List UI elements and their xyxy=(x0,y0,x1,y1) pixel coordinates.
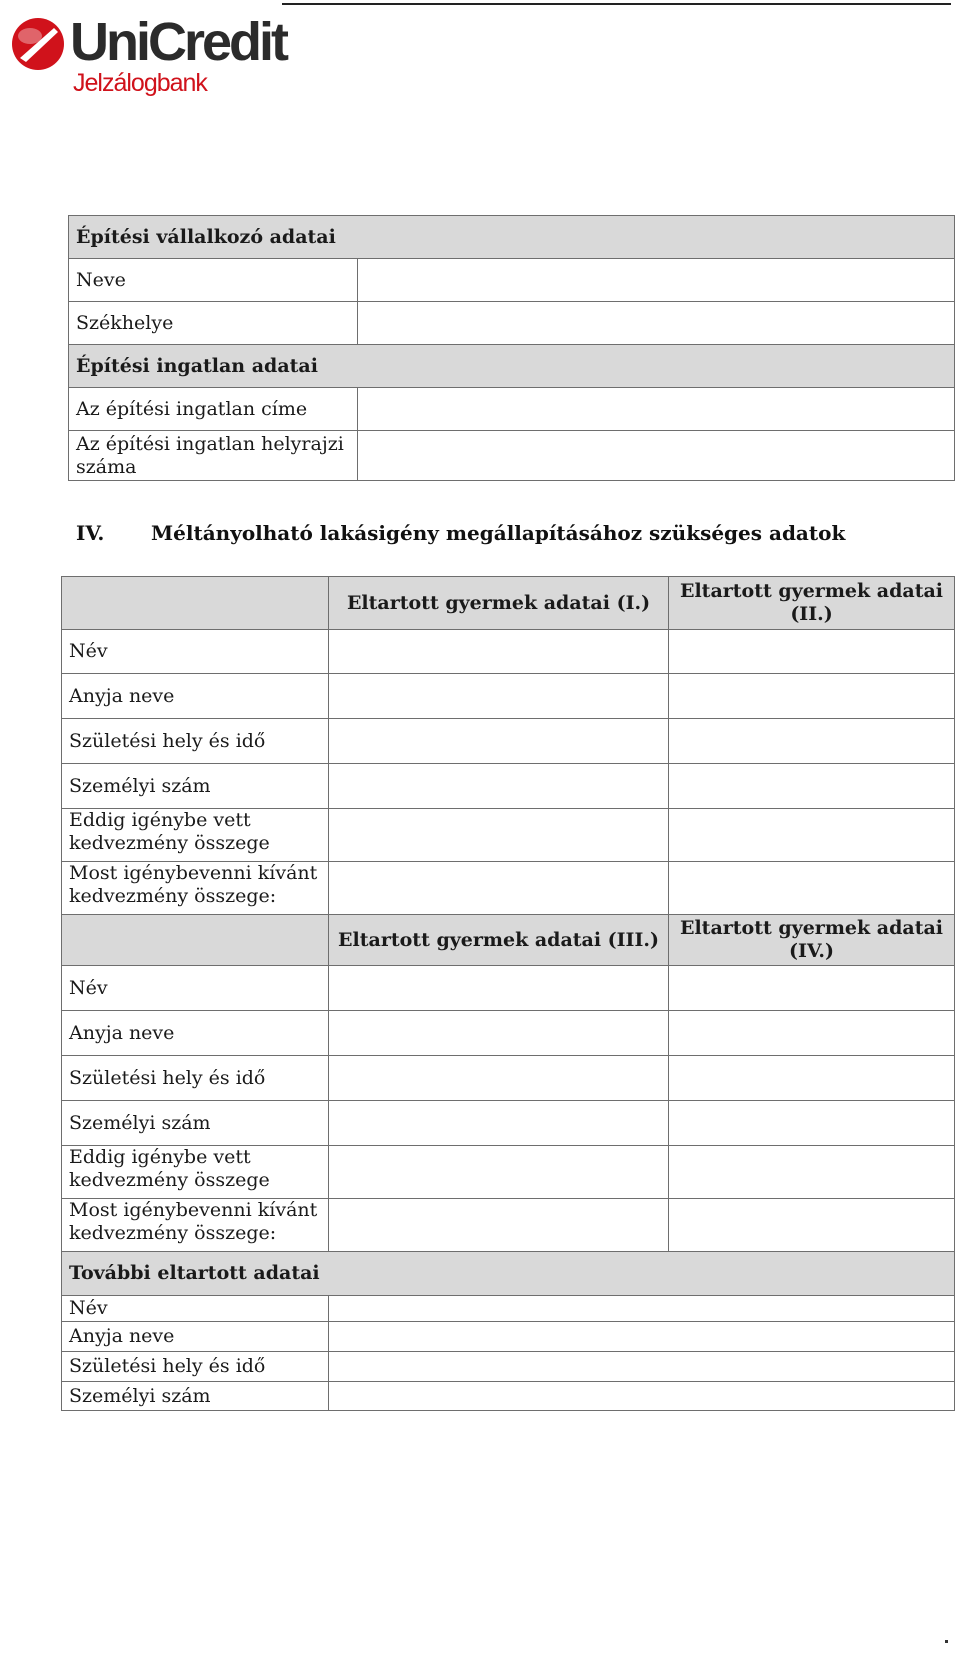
form-row xyxy=(69,388,955,431)
child-2-id-field[interactable] xyxy=(669,764,955,809)
children-group2-header-row xyxy=(62,915,955,966)
header-spacer xyxy=(62,577,329,630)
child-2-requested-benefit-field[interactable] xyxy=(669,862,955,915)
child-4-requested-benefit-field[interactable] xyxy=(669,1199,955,1252)
property-address-field[interactable] xyxy=(358,388,955,431)
table-row xyxy=(62,1322,955,1352)
contractor-name-field[interactable] xyxy=(358,259,955,302)
contractor-seat-field[interactable] xyxy=(358,302,955,345)
child-1-header: Eltartott gyermek adatai (I.) xyxy=(329,577,669,630)
row-label-birth: Születési hely és idő xyxy=(62,719,329,764)
row-label-name: Név xyxy=(62,630,329,674)
table-row xyxy=(62,1199,955,1252)
child-4-used-benefit-field[interactable] xyxy=(669,1146,955,1199)
contractor-header-row xyxy=(69,216,955,259)
child-3-birth-field[interactable] xyxy=(329,1056,669,1101)
other-row-label-birth: Születési hely és idő xyxy=(62,1352,329,1382)
child-1-requested-benefit-field[interactable] xyxy=(329,862,669,915)
other-name-field[interactable] xyxy=(329,1296,955,1322)
child-3-requested-benefit-field[interactable] xyxy=(329,1199,669,1252)
header-spacer xyxy=(62,915,329,966)
brand-subtitle: Jelzálogbank xyxy=(73,69,207,97)
row-label-mother-name: Anyja neve xyxy=(62,674,329,719)
child-2-name-field[interactable] xyxy=(669,630,955,674)
property-address-label: Az építési ingatlan címe xyxy=(69,388,358,431)
row-label-used-benefit: Eddig igénybe vett kedvezmény összege xyxy=(62,1146,329,1199)
table-row xyxy=(62,1011,955,1056)
row-label-personal-id: Személyi szám xyxy=(62,764,329,809)
table-row xyxy=(62,1352,955,1382)
property-header-row xyxy=(69,345,955,388)
child-1-mother-field[interactable] xyxy=(329,674,669,719)
child-1-id-field[interactable] xyxy=(329,764,669,809)
child-2-used-benefit-field[interactable] xyxy=(669,809,955,862)
row-label-mother-name: Anyja neve xyxy=(62,1011,329,1056)
property-lot-number-label: Az építési ingatlan helyrajzi száma xyxy=(69,431,358,481)
contractor-seat-label: Székhelye xyxy=(69,302,358,345)
child-1-birth-field[interactable] xyxy=(329,719,669,764)
child-1-name-field[interactable] xyxy=(329,630,669,674)
form-row xyxy=(69,302,955,345)
other-mother-field[interactable] xyxy=(329,1322,955,1352)
property-header: Építési ingatlan adatai xyxy=(69,345,955,388)
table-row xyxy=(62,809,955,862)
table-row xyxy=(62,966,955,1011)
other-row-label-personal-id: Személyi szám xyxy=(62,1382,329,1411)
unicredit-logo xyxy=(10,10,310,100)
top-rule xyxy=(282,3,951,5)
table-row xyxy=(62,862,955,915)
table-row xyxy=(62,1382,955,1411)
row-label-requested-benefit: Most igénybevenni kívánt kedvezmény összege: xyxy=(62,862,329,915)
table-row xyxy=(62,1296,955,1322)
unicredit-emblem-icon xyxy=(10,16,66,72)
child-4-id-field[interactable] xyxy=(669,1101,955,1146)
row-label-requested-benefit: Most igénybevenni kívánt kedvezmény összege: xyxy=(62,1199,329,1252)
other-row-label-mother-name: Anyja neve xyxy=(62,1322,329,1352)
child-3-used-benefit-field[interactable] xyxy=(329,1146,669,1199)
row-label-birth: Születési hely és idő xyxy=(62,1056,329,1101)
dependants-table xyxy=(61,576,955,1411)
child-3-header: Eltartott gyermek adatai (III.) xyxy=(329,915,669,966)
brand-wordmark: UniCredit xyxy=(70,12,286,72)
table-row xyxy=(62,674,955,719)
child-2-header: Eltartott gyermek adatai (II.) xyxy=(669,577,955,630)
table-row xyxy=(62,630,955,674)
contractor-header: Építési vállalkozó adatai xyxy=(69,216,955,259)
table-row xyxy=(62,764,955,809)
child-4-name-field[interactable] xyxy=(669,966,955,1011)
child-4-mother-field[interactable] xyxy=(669,1011,955,1056)
property-lot-number-field[interactable] xyxy=(358,431,955,481)
table-row xyxy=(62,719,955,764)
other-dependant-header: További eltartott adatai xyxy=(62,1252,955,1296)
table-row xyxy=(62,1056,955,1101)
table-row xyxy=(62,1146,955,1199)
page-mark xyxy=(945,1640,948,1643)
other-dependant-header-row xyxy=(62,1252,955,1296)
form-row xyxy=(69,431,955,481)
child-3-mother-field[interactable] xyxy=(329,1011,669,1056)
contractor-name-label: Neve xyxy=(69,259,358,302)
child-2-mother-field[interactable] xyxy=(669,674,955,719)
other-row-label-name: Név xyxy=(62,1296,329,1322)
child-3-name-field[interactable] xyxy=(329,966,669,1011)
child-2-birth-field[interactable] xyxy=(669,719,955,764)
section-number: IV. xyxy=(76,521,105,545)
row-label-used-benefit: Eddig igénybe vett kedvezmény összege xyxy=(62,809,329,862)
children-group1-header-row xyxy=(62,577,955,630)
child-4-birth-field[interactable] xyxy=(669,1056,955,1101)
child-1-used-benefit-field[interactable] xyxy=(329,809,669,862)
row-label-personal-id: Személyi szám xyxy=(62,1101,329,1146)
section-title: Méltányolható lakásigény megállapításához szükséges adatok xyxy=(151,521,846,545)
other-id-field[interactable] xyxy=(329,1382,955,1411)
child-3-id-field[interactable] xyxy=(329,1101,669,1146)
other-birth-field[interactable] xyxy=(329,1352,955,1382)
contractor-property-table xyxy=(68,215,955,481)
child-4-header: Eltartott gyermek adatai (IV.) xyxy=(669,915,955,966)
form-row xyxy=(69,259,955,302)
row-label-name: Név xyxy=(62,966,329,1011)
table-row xyxy=(62,1101,955,1146)
